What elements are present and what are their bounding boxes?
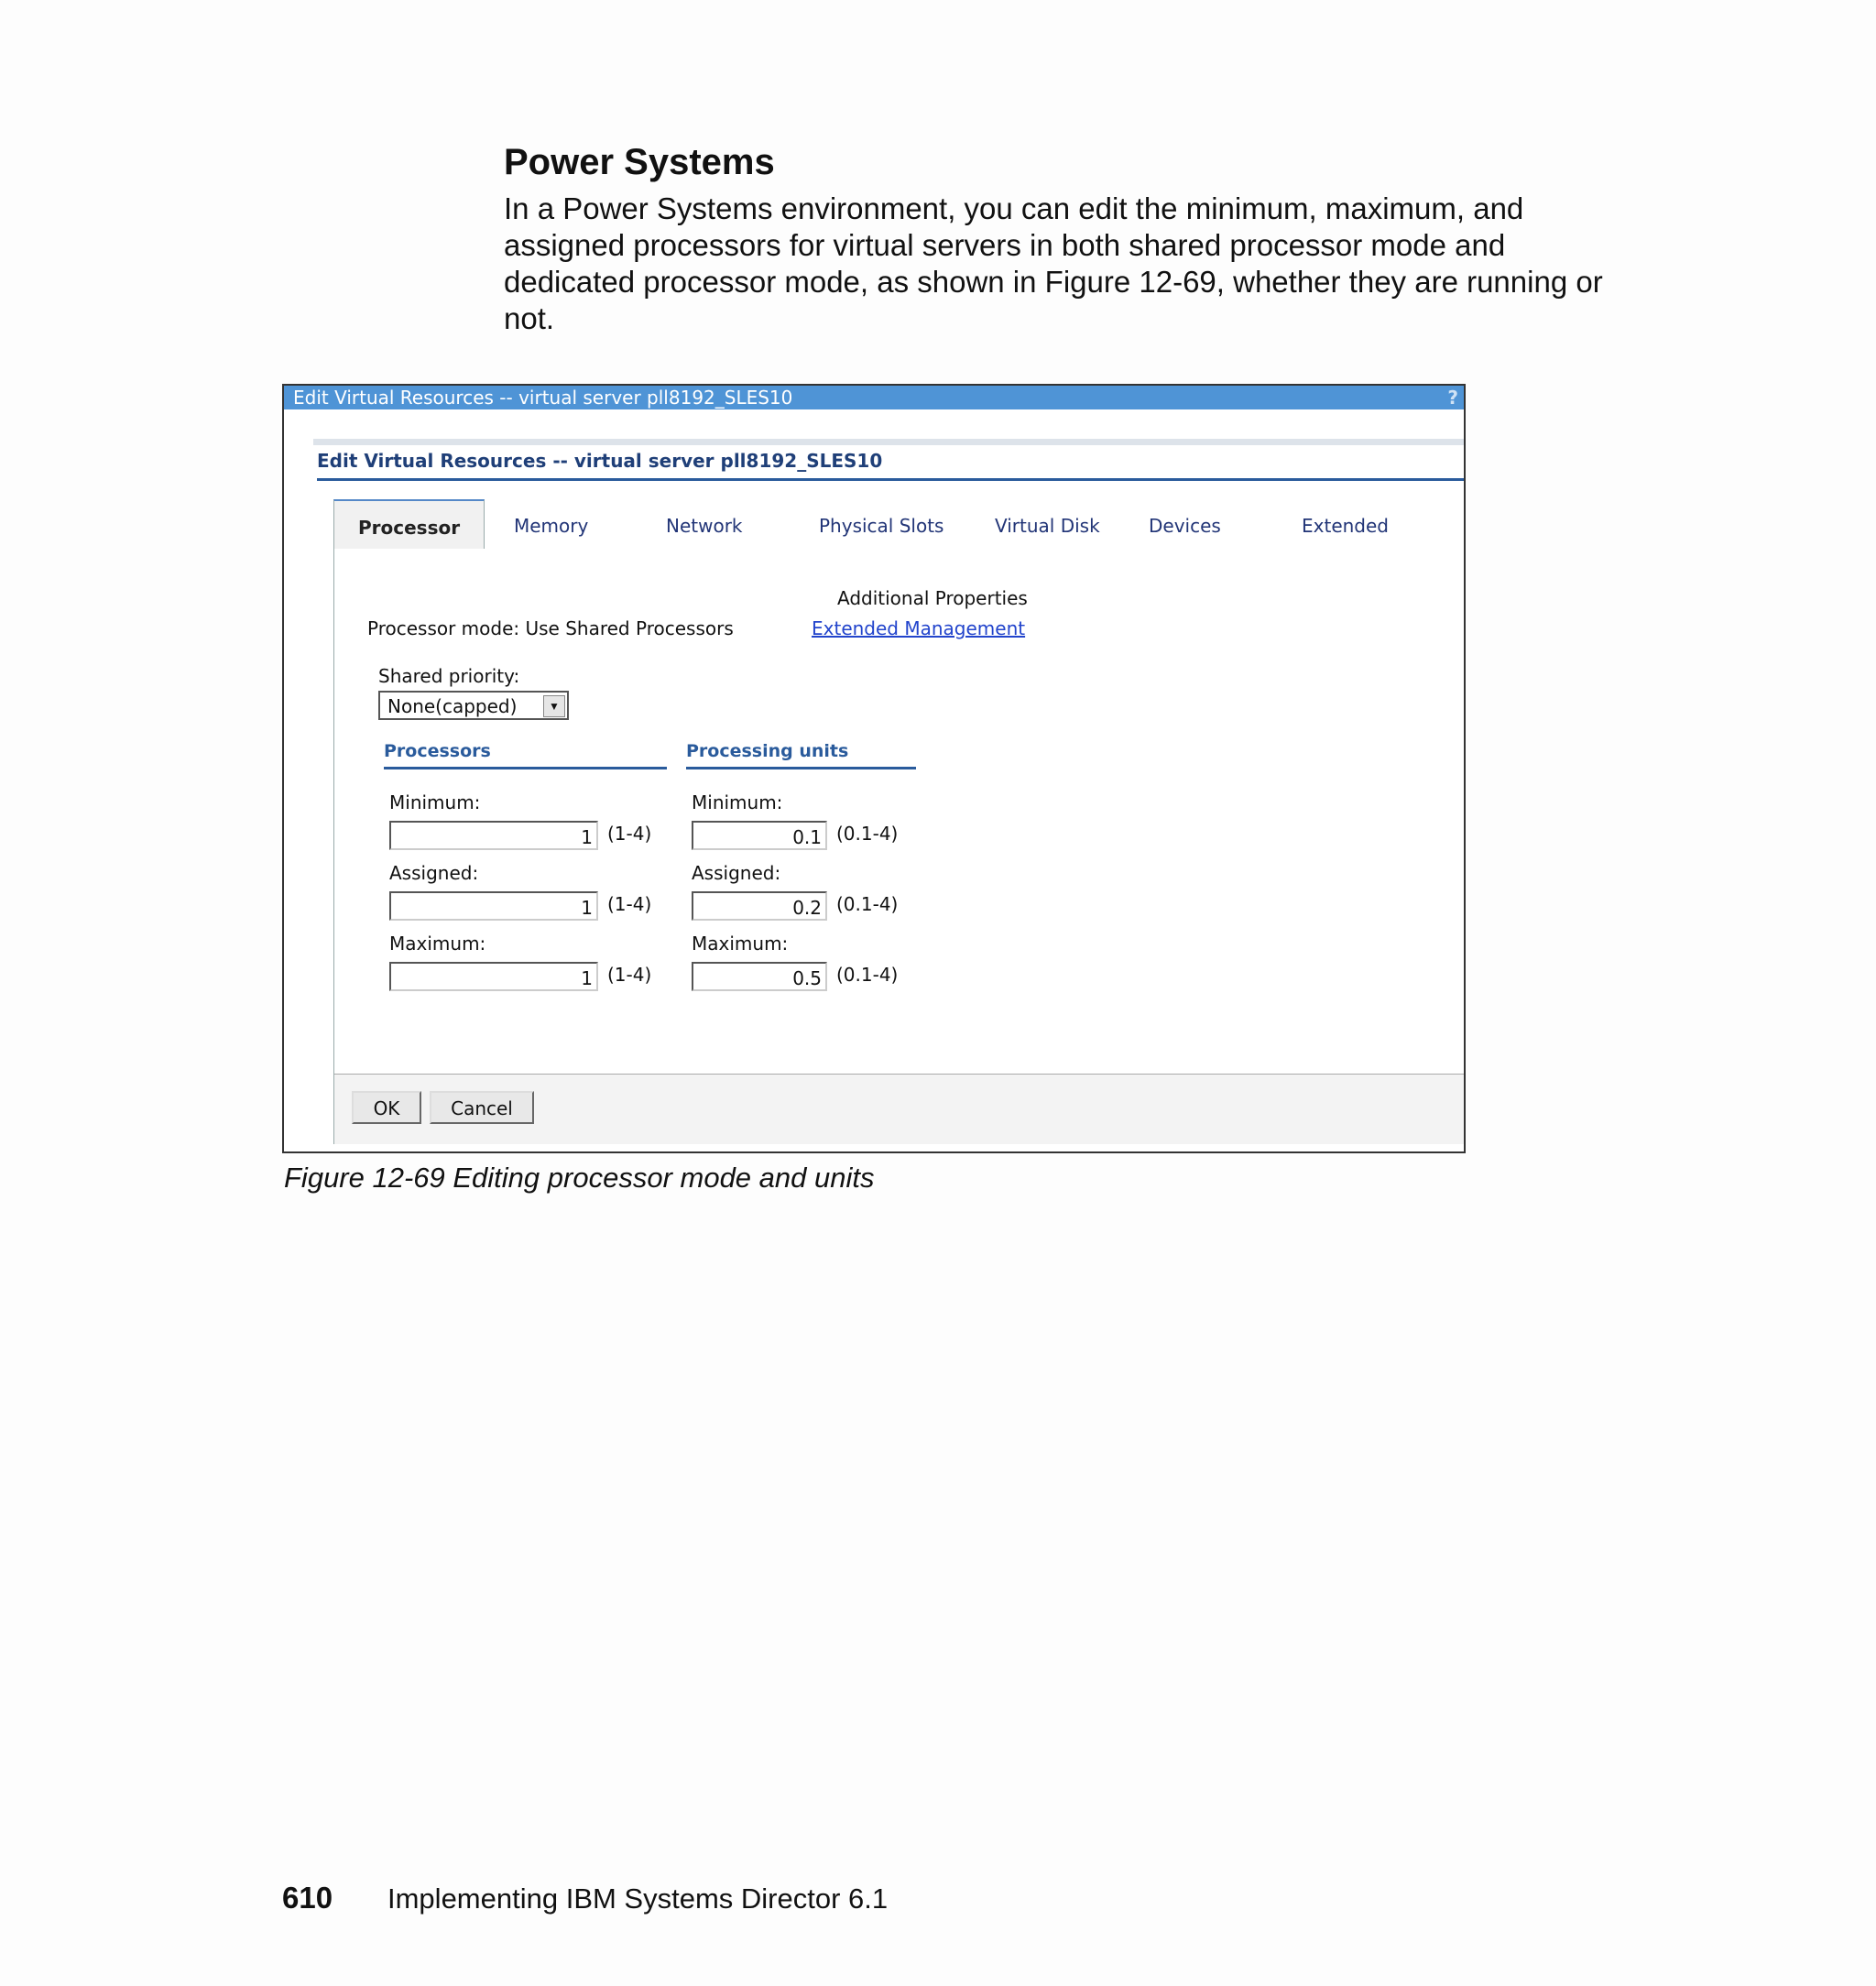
tab-extended[interactable]: Extended: [1302, 515, 1389, 537]
units-maximum-input[interactable]: 0.5: [692, 962, 827, 991]
tab-bar: [333, 503, 1464, 550]
header-rule: [313, 439, 1464, 445]
footer-book-title: Implementing IBM Systems Director 6.1: [387, 1882, 889, 1915]
processing-units-heading: Processing units: [686, 741, 916, 769]
dialog-titlebar: [284, 386, 1464, 409]
processors-heading: Processors: [384, 741, 667, 769]
processors-minimum-input[interactable]: 1: [389, 821, 598, 850]
ok-button[interactable]: OK: [352, 1091, 421, 1124]
tab-memory[interactable]: Memory: [514, 515, 589, 537]
processor-panel: [333, 549, 1464, 1144]
button-bar: [334, 1074, 1464, 1144]
additional-properties-label: Additional Properties: [837, 587, 1028, 609]
shared-priority-select[interactable]: [378, 691, 569, 720]
tab-devices[interactable]: Devices: [1149, 515, 1221, 537]
tab-physical-slots[interactable]: Physical Slots: [819, 515, 944, 537]
units-minimum-input[interactable]: 0.1: [692, 821, 827, 850]
inner-title-rule: [317, 478, 1464, 481]
cancel-button[interactable]: Cancel: [430, 1091, 534, 1124]
processors-minimum-range: (1-4): [607, 823, 652, 845]
body-paragraph: In a Power Systems environment, you can edit the minimum, maximum, and assigned processors for virtual servers in both shared processor mode and dedicated processor mode, as shown in Figure 12-69, whether they are running or not.: [504, 191, 1603, 335]
shared-priority-value: None(capped): [387, 695, 518, 717]
tab-network[interactable]: Network: [666, 515, 743, 537]
units-assigned-input[interactable]: 0.2: [692, 891, 827, 921]
processors-maximum-input[interactable]: 1: [389, 962, 598, 991]
window-title: Edit Virtual Resources -- virtual server pll8192_SLES10: [293, 387, 793, 409]
shared-priority-label: Shared priority:: [378, 665, 520, 687]
processor-mode-text: Processor mode: Use Shared Processors: [367, 617, 734, 639]
edit-virtual-resources-dialog: [282, 384, 1466, 1153]
units-maximum-label: Maximum:: [692, 933, 789, 955]
processors-minimum-label: Minimum:: [389, 791, 481, 813]
processors-maximum-label: Maximum:: [389, 933, 486, 955]
units-assigned-range: (0.1-4): [836, 893, 899, 915]
units-maximum-range: (0.1-4): [836, 964, 899, 986]
figure-caption: Figure 12-69 Editing processor mode and units: [284, 1162, 875, 1194]
units-assigned-label: Assigned:: [692, 862, 781, 884]
page-number: 610: [282, 1881, 333, 1915]
units-minimum-range: (0.1-4): [836, 823, 899, 845]
extended-management-link[interactable]: Extended Management: [812, 617, 1026, 639]
units-minimum-label: Minimum:: [692, 791, 783, 813]
section-heading: Power Systems: [504, 142, 775, 182]
chevron-down-icon[interactable]: ▼: [543, 695, 565, 717]
processors-maximum-range: (1-4): [607, 964, 652, 986]
processors-assigned-range: (1-4): [607, 893, 652, 915]
processors-assigned-input[interactable]: 1: [389, 891, 598, 921]
tab-virtual-disk[interactable]: Virtual Disk: [995, 515, 1100, 537]
processors-assigned-label: Assigned:: [389, 862, 479, 884]
help-icon[interactable]: ?: [1447, 387, 1458, 409]
inner-title: Edit Virtual Resources -- virtual server pll8192_SLES10: [317, 450, 883, 472]
tab-processor[interactable]: Processor: [333, 499, 485, 551]
